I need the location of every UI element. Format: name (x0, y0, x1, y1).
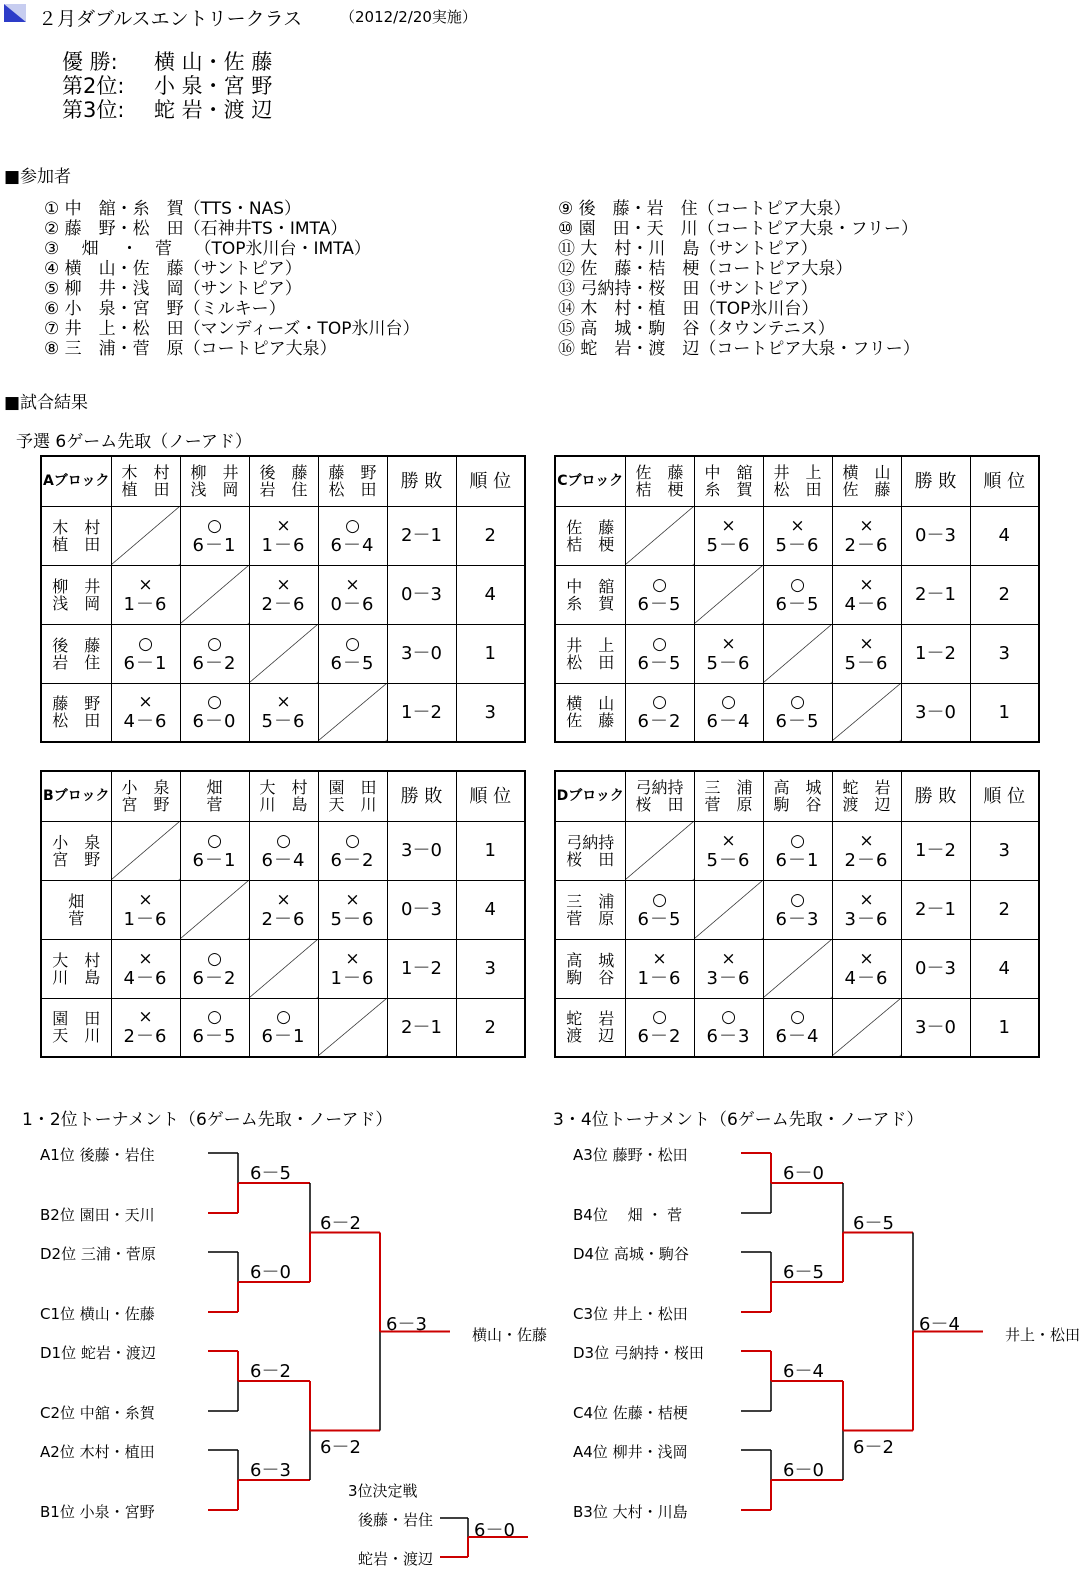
rank: 3 (970, 624, 1039, 683)
team-header: 小 泉 宮 野 (111, 771, 180, 821)
team-header: 井 上 松 田 (763, 456, 832, 506)
participant-item: ③ 畑 ・ 菅 （TOP氷川台・IMTA） (44, 239, 371, 259)
match-result: × 2－6 (832, 821, 901, 880)
rank: 2 (970, 880, 1039, 939)
bracket-entry: 後藤・岩住 (358, 1511, 434, 1529)
rank: 2 (970, 565, 1039, 624)
participant-item: ⑩ 園 田・天 川（コートピア大泉・フリー） (558, 219, 918, 239)
rank: 4 (456, 880, 525, 939)
win-loss: 3－0 (387, 821, 456, 880)
match-result: × 2－6 (111, 998, 180, 1057)
round2-score: 6－5 (853, 1212, 894, 1234)
match-result: ○ 6－5 (625, 624, 694, 683)
rank: 4 (456, 565, 525, 624)
bracket-entry: B4位 畑 ・ 菅 (573, 1206, 683, 1224)
bracket-entry: A2位 木村・植田 (40, 1443, 155, 1461)
bracket-entry: C4位 佐藤・桔梗 (573, 1404, 688, 1422)
block-label: Bブロック (41, 771, 111, 821)
match-result: ○ 6－3 (694, 998, 763, 1057)
bracket-entry: D3位 弓納持・桜田 (573, 1344, 704, 1362)
winner-row: 第3位: 蛇 岩・渡 辺 (62, 98, 273, 122)
match-result: ○ 6－5 (625, 565, 694, 624)
team-header: 蛇 岩 渡 辺 (832, 771, 901, 821)
team-name: 井 上 松 田 (555, 624, 625, 683)
rank: 3 (456, 683, 525, 742)
win-loss: 2－1 (901, 565, 970, 624)
win-loss: 1－2 (901, 821, 970, 880)
match-result: × 1－6 (111, 565, 180, 624)
match-result: × 5－6 (694, 506, 763, 565)
team-header: 園 田 天 川 (318, 771, 387, 821)
match-result: ○ 6－2 (318, 821, 387, 880)
tournament34-title: 3・4位トーナメント（6ゲーム先取・ノーアド） (553, 1110, 924, 1130)
round2-score: 6－2 (320, 1436, 361, 1458)
participant-item: ⑮ 高 城・駒 谷（タウンテニス） (558, 319, 835, 339)
rank-header: 順 位 (456, 771, 525, 821)
rank: 3 (456, 939, 525, 998)
block-label: Aブロック (41, 456, 111, 506)
match-result: ○ 6－5 (318, 624, 387, 683)
rank-header: 順 位 (456, 456, 525, 506)
bracket-entry: A3位 藤野・松田 (573, 1146, 688, 1164)
team-name: 大 村 川 島 (41, 939, 111, 998)
bracket-entry: 蛇岩・渡辺 (358, 1550, 434, 1568)
match-result: × 5－6 (763, 506, 832, 565)
bracket-entry: C2位 中舘・糸賀 (40, 1404, 155, 1422)
participant-item: ⑥ 小 泉・宮 野（ミルキー） (44, 299, 286, 319)
match-result: × 5－6 (694, 821, 763, 880)
match-result: × 2－6 (832, 506, 901, 565)
team-name: 藤 野 松 田 (41, 683, 111, 742)
participant-item: ⑪ 大 村・川 島（サントピア） (558, 239, 818, 259)
rank: 4 (970, 506, 1039, 565)
bracket-entry: D2位 三浦・菅原 (40, 1245, 156, 1263)
match-result: ○ 6－2 (180, 939, 249, 998)
participant-item: ⑧ 三 浦・菅 原（コートピア大泉） (44, 339, 337, 359)
team-header: 中 舘 糸 賀 (694, 456, 763, 506)
team-name: 園 田 天 川 (41, 998, 111, 1057)
team-name: 後 藤 岩 住 (41, 624, 111, 683)
match-result: × 2－6 (249, 880, 318, 939)
bracket-entry: D4位 高城・駒谷 (573, 1245, 689, 1263)
team-name: 小 泉 宮 野 (41, 821, 111, 880)
win-loss: 1－2 (901, 624, 970, 683)
bracket-entry: A4位 柳井・浅岡 (573, 1443, 688, 1461)
rank-header: 順 位 (970, 771, 1039, 821)
match-result: ○ 6－1 (111, 624, 180, 683)
match-result: ○ 6－4 (318, 506, 387, 565)
champion-name: 横山・佐藤 (472, 1325, 548, 1344)
team-name: 高 城 駒 谷 (555, 939, 625, 998)
win-loss: 2－1 (901, 880, 970, 939)
match-result: ○ 6－2 (180, 624, 249, 683)
win-loss: 3－0 (901, 683, 970, 742)
event-date: （2012/2/20実施） (340, 8, 477, 26)
match-result: ○ 6－0 (180, 683, 249, 742)
match-result: ○ 6－5 (180, 998, 249, 1057)
win-loss: 3－0 (901, 998, 970, 1057)
participant-item: ⑤ 柳 井・浅 岡（サントピア） (44, 279, 302, 299)
participant-item: ② 藤 野・松 田（石神井TS・IMTA） (44, 219, 348, 239)
round2-score: 6－2 (853, 1436, 894, 1458)
match-result: × 4－6 (111, 939, 180, 998)
win-loss-header: 勝 敗 (901, 456, 970, 506)
participant-item: ⑯ 蛇 岩・渡 辺（コートピア大泉・フリー） (558, 339, 920, 359)
bracket-entry: B3位 大村・川島 (573, 1503, 688, 1521)
match-result: × 4－6 (111, 683, 180, 742)
bracket-entry: B2位 園田・天川 (40, 1206, 155, 1224)
team-header: 畑 菅 (180, 771, 249, 821)
team-name: 弓納持 桜 田 (555, 821, 625, 880)
tournament12-title: 1・2位トーナメント（6ゲーム先取・ノーアド） (22, 1110, 393, 1130)
rank: 2 (456, 998, 525, 1057)
participant-item: ⑨ 後 藤・岩 住（コートピア大泉） (558, 199, 851, 219)
bracket-entry: C1位 横山・佐藤 (40, 1305, 155, 1323)
rank-header: 順 位 (970, 456, 1039, 506)
participants-heading: ■参加者 (4, 167, 72, 187)
match-result: ○ 6－1 (763, 821, 832, 880)
match-result: ○ 6－5 (763, 683, 832, 742)
win-loss: 0－3 (387, 565, 456, 624)
match-result: ○ 6－2 (625, 998, 694, 1057)
team-name: 柳 井 浅 岡 (41, 565, 111, 624)
participant-item: ④ 横 山・佐 藤（サントピア） (44, 259, 302, 279)
match-result: ○ 6－1 (180, 821, 249, 880)
team-name: 畑 菅 (41, 880, 111, 939)
match-result: × 1－6 (625, 939, 694, 998)
match-result: × 4－6 (832, 565, 901, 624)
team-header: 藤 野 松 田 (318, 456, 387, 506)
round1-score: 6－2 (250, 1361, 291, 1382)
rank: 1 (456, 624, 525, 683)
results-heading: ■試合結果 (4, 393, 89, 413)
rank: 1 (970, 998, 1039, 1057)
round1-score: 6－0 (783, 1460, 824, 1481)
rank: 1 (456, 821, 525, 880)
match-result: ○ 6－5 (763, 565, 832, 624)
bracket-entry: C3位 井上・松田 (573, 1305, 688, 1323)
match-result: ○ 6－5 (625, 880, 694, 939)
match-result: ○ 6－3 (763, 880, 832, 939)
block-label: Cブロック (555, 456, 625, 506)
match-result: × 5－6 (318, 880, 387, 939)
match-result: ○ 6－4 (763, 998, 832, 1057)
match-result: × 2－6 (249, 565, 318, 624)
champion-name: 井上・松田 (1005, 1325, 1080, 1344)
match-result: × 1－6 (111, 880, 180, 939)
team-header: 木 村 植 田 (111, 456, 180, 506)
team-header: 三 浦 菅 原 (694, 771, 763, 821)
team-header: 弓納持 桜 田 (625, 771, 694, 821)
team-header: 大 村 川 島 (249, 771, 318, 821)
win-loss: 1－2 (387, 683, 456, 742)
third-place-score: 6－0 (474, 1520, 515, 1541)
participant-item: ⑬ 弓納持・桜 田（サントピア） (558, 279, 818, 299)
team-header: 横 山 佐 藤 (832, 456, 901, 506)
winner-row: 優 勝: 横 山・佐 藤 (62, 50, 273, 74)
win-loss: 1－2 (387, 939, 456, 998)
winner-row: 第2位: 小 泉・宮 野 (62, 74, 273, 98)
win-loss-header: 勝 敗 (387, 771, 456, 821)
team-name: 佐 藤 桔 梗 (555, 506, 625, 565)
bracket-entry: A1位 後藤・岩住 (40, 1146, 155, 1164)
win-loss: 0－3 (901, 939, 970, 998)
match-result: × 0－6 (318, 565, 387, 624)
win-loss-header: 勝 敗 (387, 456, 456, 506)
match-result: × 4－6 (832, 939, 901, 998)
rank: 2 (456, 506, 525, 565)
match-result: ○ 6－4 (694, 683, 763, 742)
team-header: 佐 藤 桔 梗 (625, 456, 694, 506)
rank: 4 (970, 939, 1039, 998)
block-label: Dブロック (555, 771, 625, 821)
prelim-title: 予選 6ゲーム先取（ノーアド） (16, 432, 252, 452)
match-result: × 5－6 (249, 683, 318, 742)
rank: 3 (970, 821, 1039, 880)
match-result: ○ 6－2 (625, 683, 694, 742)
bracket-entry: D1位 蛇岩・渡辺 (40, 1344, 156, 1362)
match-result: ○ 6－1 (180, 506, 249, 565)
round1-score: 6－0 (250, 1262, 291, 1283)
win-loss: 3－0 (387, 624, 456, 683)
round1-score: 6－5 (783, 1262, 824, 1283)
team-name: 蛇 岩 渡 辺 (555, 998, 625, 1057)
page-title: ２月ダブルスエントリークラス (38, 8, 303, 30)
match-result: × 5－6 (694, 624, 763, 683)
round1-score: 6－4 (783, 1361, 824, 1382)
match-result: ○ 6－4 (249, 821, 318, 880)
participant-item: ⑭ 木 村・植 田（TOP氷川台） (558, 299, 819, 319)
participant-item: ⑦ 井 上・松 田（マンディーズ・TOP氷川台） (44, 319, 420, 339)
team-name: 三 浦 菅 原 (555, 880, 625, 939)
match-result: × 3－6 (832, 880, 901, 939)
round1-score: 6－0 (783, 1163, 824, 1184)
team-name: 中 舘 糸 賀 (555, 565, 625, 624)
match-result: × 3－6 (694, 939, 763, 998)
team-header: 高 城 駒 谷 (763, 771, 832, 821)
final-score: 6－4 (919, 1313, 960, 1335)
round1-score: 6－5 (250, 1163, 291, 1184)
round2-score: 6－2 (320, 1212, 361, 1234)
match-result: ○ 6－1 (249, 998, 318, 1057)
participant-item: ① 中 舘・糸 賀（TTS・NAS） (44, 199, 302, 219)
match-result: × 1－6 (249, 506, 318, 565)
team-name: 横 山 佐 藤 (555, 683, 625, 742)
team-header: 柳 井 浅 岡 (180, 456, 249, 506)
rank: 1 (970, 683, 1039, 742)
team-name: 木 村 植 田 (41, 506, 111, 565)
win-loss: 0－3 (901, 506, 970, 565)
win-loss: 2－1 (387, 998, 456, 1057)
match-result: × 1－6 (318, 939, 387, 998)
team-header: 後 藤 岩 住 (249, 456, 318, 506)
win-loss: 2－1 (387, 506, 456, 565)
final-score: 6－3 (386, 1313, 427, 1335)
match-result: × 5－6 (832, 624, 901, 683)
participant-item: ⑫ 佐 藤・桔 梗（コートピア大泉） (558, 259, 853, 279)
bracket-entry: B1位 小泉・宮野 (40, 1503, 155, 1521)
round1-score: 6－3 (250, 1460, 291, 1481)
third-place-title: 3位決定戦 (348, 1482, 418, 1500)
win-loss-header: 勝 敗 (901, 771, 970, 821)
win-loss: 0－3 (387, 880, 456, 939)
